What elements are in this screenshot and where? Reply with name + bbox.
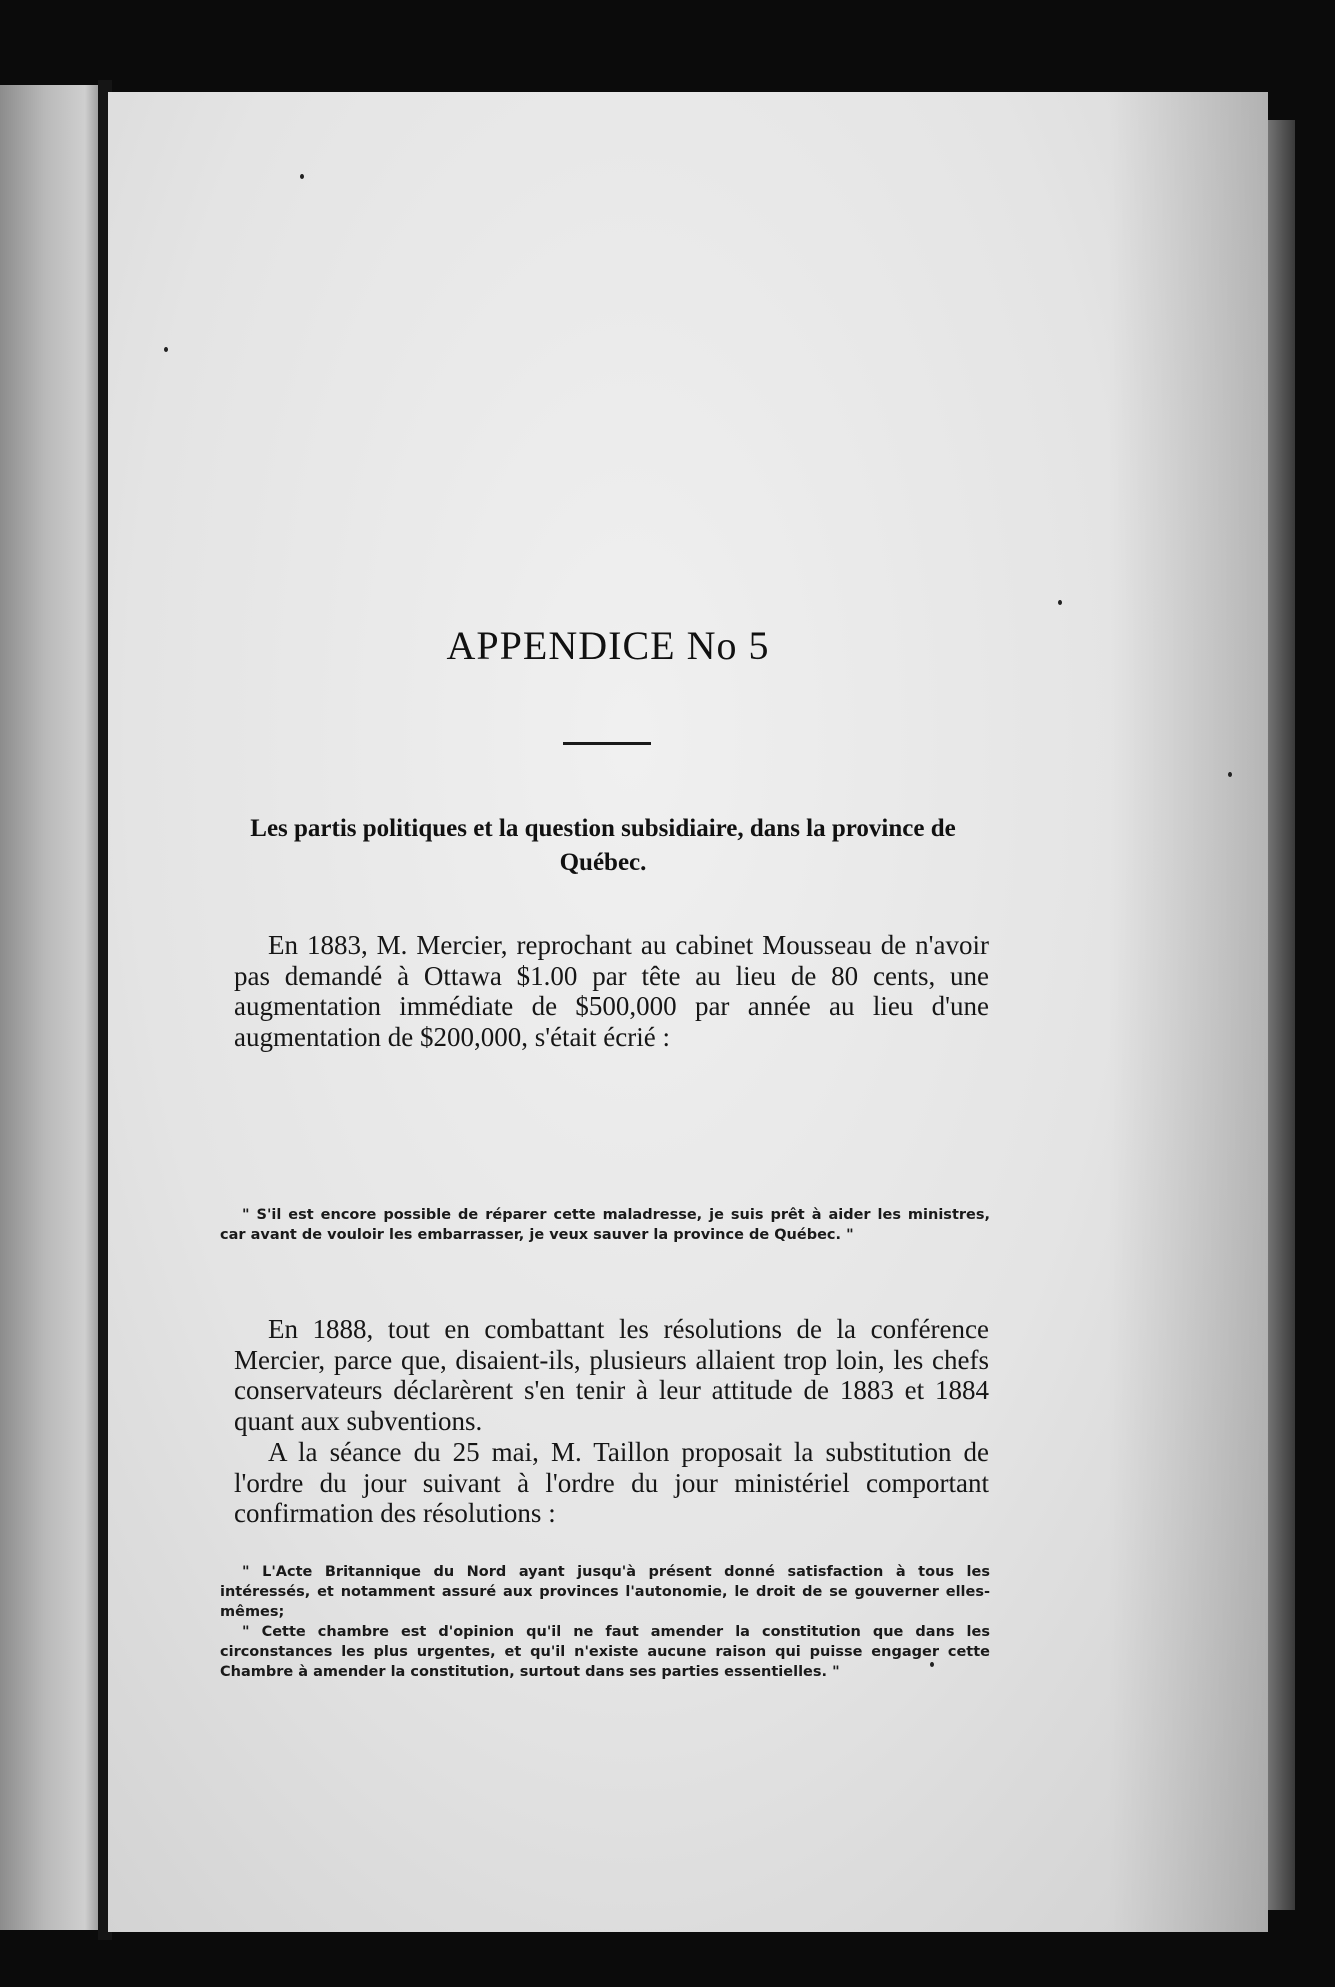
title-rule [563, 742, 651, 745]
quote-text: " S'il est encore possible de réparer cette maladresse, je suis prêt à aider les ministres, car avant de vouloir les embarrasser, je veux sauver la province de Québec. " [220, 1207, 990, 1243]
paragraph-3: A la séance du 25 mai, M. Taillon proposait la substitution de l'ordre du jour suivant à l'ordre du jour ministériel comportant confirmation des résolutions : [234, 1437, 989, 1528]
quote-text: " L'Acte Britannique du Nord ayant jusqu'à présent donné satisfaction à tous les intéressés, et notamment assuré aux provinces l'autonomie, le droit de se gouverner elles-mêmes; [220, 1564, 990, 1620]
quote-2 [220, 1562, 990, 1682]
quote-1 [220, 1205, 990, 1245]
section-heading: Les partis politiques et la question subsidiaire, dans la province de Québec. [250, 815, 956, 876]
ink-speck [164, 347, 168, 352]
ink-speck [300, 174, 304, 179]
ink-speck [1228, 772, 1232, 777]
paragraph-1: En 1883, M. Mercier, reprochant au cabinet Mousseau de n'avoir pas demandé à Ottawa $1.00 par tête au lieu de 80 cents, une augmentation immédiate de $500,000 par année au lieu d'une augmentation de $200,000, s'était écrié : [234, 930, 989, 1052]
appendix-title: APPENDICE No 5 [446, 623, 770, 668]
left-page-edge [0, 85, 100, 1930]
paragraph-2: En 1888, tout en combattant les résolutions de la conférence Mercier, parce que, disaient-ils, plusieurs allaient trop loin, les chefs conservateurs déclarèrent s'en tenir à leur attitude de 1883 et 1884 quant aux subventions. [234, 1314, 989, 1436]
quote-text: " Cette chambre est d'opinion qu'il ne faut amender la constitution que dans les circonstances les plus urgentes, et qu'il n'existe aucune raison qui puisse engager cette Chambre à amender la constitution, surtout dans ses parties essentielles. " [220, 1624, 990, 1680]
ink-speck [1058, 600, 1062, 605]
document-page [108, 92, 1268, 1932]
